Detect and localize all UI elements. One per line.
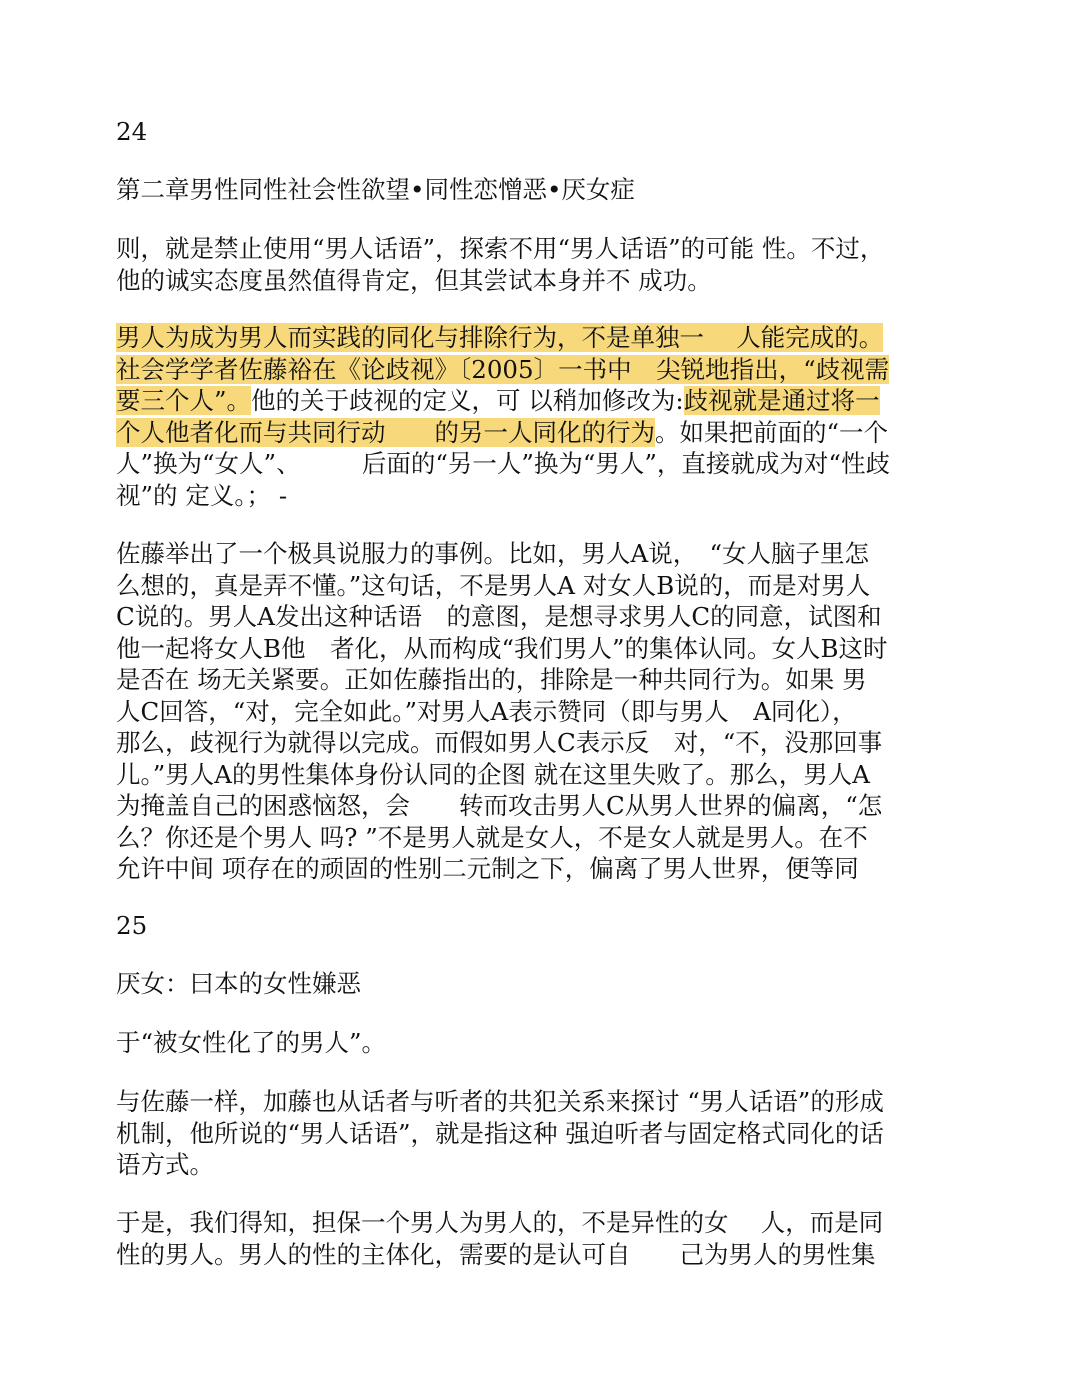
paragraph	[116, 233, 966, 296]
chapter-header: 第二章男性同性社会性欲望•同性恋憎恶•厌女症	[116, 175, 635, 204]
text-line: 语方式。	[116, 1150, 214, 1179]
text-line: 佐藤举出了一个极具说服力的事例。比如，男人A说， “女人脑子里怎	[116, 539, 869, 568]
highlight: 社会学学者佐藤裕在《论歧视》〔2005〕一书中 尖锐地指出，“歧视需	[116, 354, 890, 384]
page-number: 25	[116, 911, 148, 940]
text-line: 么想的，真是弄不懂。”这句话，不是男人A 对女人B说的，而是对男人	[116, 570, 871, 600]
paragraph	[116, 1207, 966, 1270]
text-line: 与佐藤一样，加藤也从话者与听者的共犯关系来探讨 “男人话语”的形成	[116, 1087, 884, 1116]
text-line: 他的诚实态度虽然值得肯定，但其尝试本身并不 成功。	[116, 265, 712, 295]
text-line: 他一起将女人B他 者化，从而构成“我们男人”的集体认同。女人B这时	[116, 633, 888, 663]
text-line: 性的男人。男人的性的主体化，需要的是认可自 己为男人的男性集	[116, 1239, 876, 1269]
paragraph	[116, 538, 966, 885]
text-line: 人”换为“女人”、 后面的“另一人”换为“男人”，直接就成为对“性歧	[116, 449, 890, 478]
text-line: C说的。男人A发出这种话语 的意图，是想寻求男人C的同意，试图和	[116, 602, 882, 631]
text-line: 儿。”男人A的男性集体身份认同的企图 就在这里失败了。那么，男人A	[116, 759, 870, 789]
text-line: 么？你还是个男人 吗? ”不是男人就是女人，不是女人就是男人。在不	[116, 822, 868, 852]
text-line: 则，就是禁止使用“男人话语”，探索不用“男人话语”的可能 性。不过，	[116, 234, 885, 263]
highlight: 歧视就是通过将一	[683, 386, 880, 415]
text-line: 于是，我们得知，担保一个男人为男人的，不是异性的女 人，而是同	[116, 1208, 884, 1237]
highlight: 个人他者化而与共同行动 的另一人同化的行为	[116, 417, 655, 447]
plain-text: 他的关于歧视的定义，可 以稍加修改为:	[251, 386, 684, 415]
plain-text: 。如果把前面的“一个	[655, 417, 889, 447]
text-line: 那么，歧视行为就得以完成。而假如男人C表示反 对，“不，没那回事	[116, 728, 883, 757]
text-line	[116, 354, 966, 386]
highlight: 男人为成为男人而实践的同化与排除行为，不是单独一 人能完成的。	[116, 323, 884, 352]
text-line	[116, 385, 966, 417]
text-line: 人C回答，“对，完全如此。”对男人A表示赞同（即与男人 A同化），	[116, 696, 857, 726]
text-line: 视”的 定义。； -	[116, 480, 288, 510]
highlighted-paragraph	[116, 322, 966, 511]
paragraph	[116, 1086, 966, 1181]
highlight: 要三个人”。	[116, 386, 252, 415]
text-line: 机制，他所说的“男人话语”，就是指这种 强迫听者与固定格式同化的话	[116, 1118, 884, 1148]
text-line: 为掩盖自己的困惑恼怒，会 转而攻击男人C从男人世界的偏离，“怎	[116, 791, 883, 820]
text-line	[116, 322, 966, 354]
paragraph: 于“被女性化了的男人”。	[116, 1028, 387, 1057]
text-line	[116, 417, 966, 449]
chapter-header: 厌女：曰本的女性嫌恶	[116, 969, 361, 998]
text-line: 允许中间 项存在的顽固的性别二元制之下，偏离了男人世界，便等同	[116, 854, 859, 883]
text-line: 是否在 场无关紧要。正如佐藤指出的，排除是一种共同行为。如果 男	[116, 665, 867, 694]
page-number: 24	[116, 117, 148, 146]
